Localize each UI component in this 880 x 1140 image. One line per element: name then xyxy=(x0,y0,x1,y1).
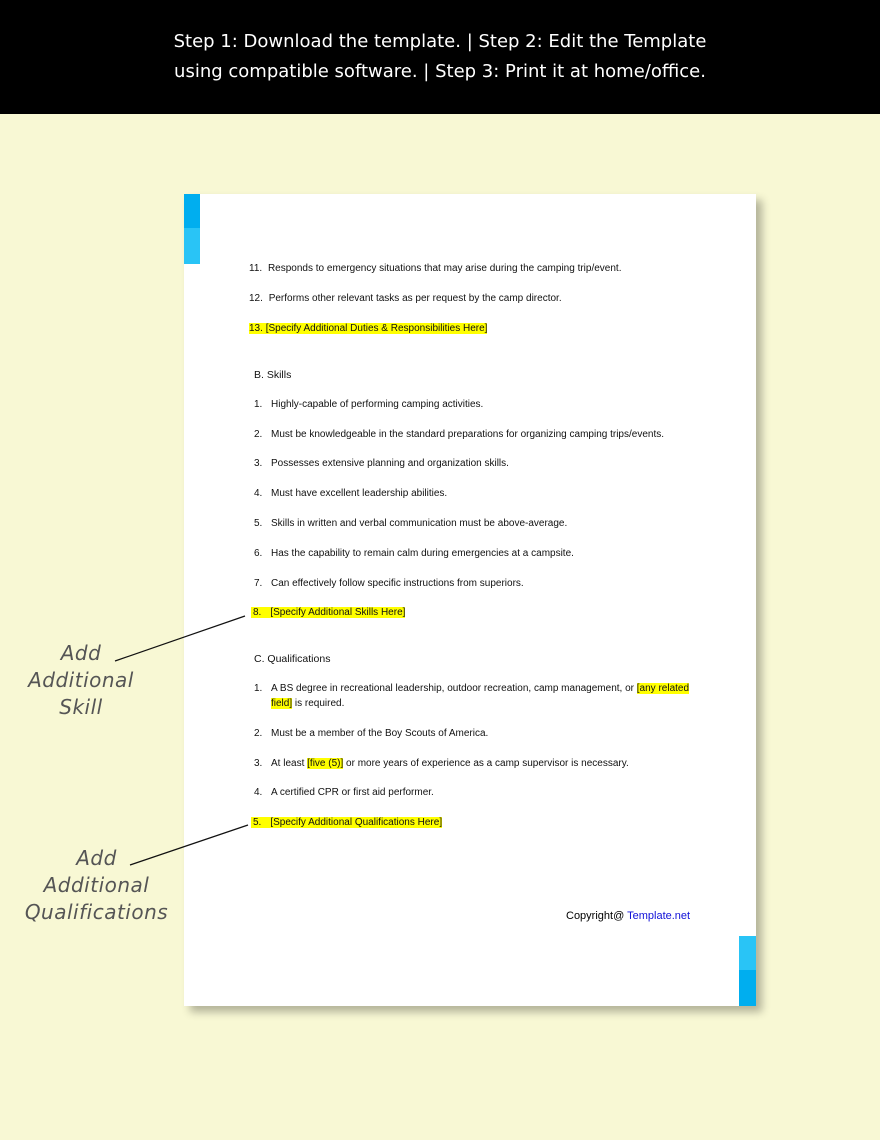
callout-line: Add xyxy=(60,641,102,665)
callout-add-qualifications xyxy=(14,845,179,926)
callout-line: Add xyxy=(76,846,117,870)
callout-line: Additional xyxy=(28,668,134,692)
item-text: A certified CPR or first aid performer. xyxy=(271,787,434,798)
placeholder-field[interactable]: [any related xyxy=(636,683,690,694)
item-number: 3. xyxy=(254,758,263,769)
item-text: Skills in written and verbal communication must be above-average. xyxy=(271,518,568,529)
item-text: [Specify Additional Qualifications Here] xyxy=(270,817,443,828)
item-text: Performs other relevant tasks as per request by the camp director. xyxy=(268,293,562,304)
placeholder-field[interactable]: [five (5)] xyxy=(307,758,344,769)
item-number: 2. xyxy=(254,429,263,440)
item-number: 7. xyxy=(254,578,263,589)
banner-line-1: Step 1: Download the template. | Step 2: Edit the Template xyxy=(173,31,707,52)
item-text: Must be a member of the Boy Scouts of America. xyxy=(271,728,489,739)
item-text: Has the capability to remain calm during emergencies at a campsite. xyxy=(271,548,574,559)
qualifications-heading: C. Qualifications xyxy=(254,653,331,665)
item-number: 2. xyxy=(254,728,263,739)
item-number: 5. xyxy=(253,817,262,828)
item-number: 8. xyxy=(253,607,262,618)
item-text: is required. xyxy=(292,698,345,709)
item-text: Can effectively follow specific instructions from superiors. xyxy=(271,578,524,589)
callout-line: Qualifications xyxy=(24,900,169,924)
item-text: Must have excellent leadership abilities. xyxy=(271,488,448,499)
item-text: A BS degree in recreational leadership, outdoor recreation, camp management, or xyxy=(271,683,637,694)
item-text: [Specify Additional Duties & Responsibilities Here] xyxy=(265,323,488,334)
callout-add-skill xyxy=(6,640,156,721)
item-number: 4. xyxy=(254,488,263,499)
placeholder-field[interactable]: field] xyxy=(271,698,293,709)
item-text: Must be knowledgeable in the standard preparations for organizing camping trips/events. xyxy=(271,429,665,440)
callout-line: Additional xyxy=(43,873,150,897)
item-text: Possesses extensive planning and organization skills. xyxy=(271,458,509,469)
item-text: [Specify Additional Skills Here] xyxy=(270,607,406,618)
item-number: 6. xyxy=(254,548,263,559)
skills-heading: B. Skills xyxy=(254,369,292,381)
banner-line-2: using compatible software. | Step 3: Print it at home/office. xyxy=(174,61,706,82)
item-number: 1. xyxy=(254,399,263,410)
item-number: 5. xyxy=(254,518,263,529)
item-number: 4. xyxy=(254,787,263,798)
template-net-link[interactable]: Template.net xyxy=(627,910,691,922)
copyright-prefix: Copyright@ xyxy=(566,910,628,922)
item-number: 12. xyxy=(249,293,263,304)
callout-line: Skill xyxy=(59,695,103,719)
item-text: Responds to emergency situations that may arise during the camping trip/event. xyxy=(267,263,622,274)
item-number: 3. xyxy=(254,458,263,469)
item-text: At least xyxy=(271,758,308,769)
item-text: Highly-capable of performing camping activities. xyxy=(271,399,484,410)
item-number: 11. xyxy=(249,263,263,274)
item-number: 1. xyxy=(254,683,263,694)
item-text: or more years of experience as a camp supervisor is necessary. xyxy=(343,758,629,769)
item-number: 13. xyxy=(249,323,263,334)
